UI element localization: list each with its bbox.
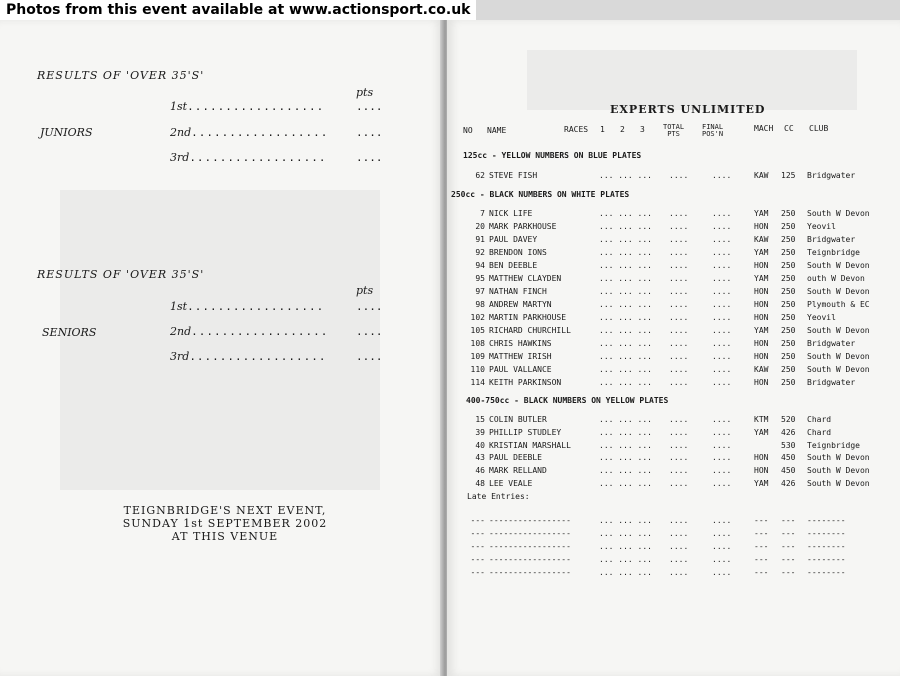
rider-mach: YAM [754, 479, 769, 488]
rider-cc: 250 [781, 365, 796, 374]
rider-cc: --- [781, 529, 796, 538]
juniors-pts-2: .... [356, 126, 383, 139]
rider-name: NICK LIFE [489, 209, 533, 218]
rider-total: .... [669, 529, 689, 538]
rider-cc: --- [781, 516, 796, 525]
rider-pos: .... [712, 453, 732, 463]
rider-pos: .... [712, 466, 732, 476]
rider-cc: 520 [781, 415, 796, 424]
rider-club: South W Devon [807, 326, 870, 335]
rider-name: LEE VEALE [489, 479, 533, 488]
rider-pos: .... [712, 529, 732, 538]
rider-pos: .... [712, 516, 732, 525]
next-event-line: SUNDAY 1st SEPTEMBER 2002 [122, 517, 328, 530]
col-total-line: PTS [667, 130, 680, 138]
rider-pos: .... [712, 313, 732, 322]
rider-name: MATTHEW CLAYDEN [489, 274, 562, 283]
rider-club: South W Devon [807, 287, 870, 296]
rider-cc: 250 [781, 274, 796, 283]
rider-races: ... ... ... [599, 453, 652, 463]
rider-name: NATHAN FINCH [489, 287, 547, 296]
rider-mach: HON [754, 300, 769, 309]
rider-cc: 450 [781, 466, 796, 476]
rider-no: 15 [475, 415, 485, 424]
rider-club: -------- [807, 542, 846, 551]
rider-club: -------- [807, 529, 846, 538]
rider-mach: YAM [754, 209, 769, 218]
rider-pos: .... [712, 479, 732, 488]
rider-pos: .... [712, 274, 732, 283]
rider-club: South W Devon [807, 466, 870, 476]
rider-total: .... [669, 479, 689, 488]
rider-club: Chard [807, 415, 832, 424]
rider-total: .... [669, 235, 689, 244]
rider-pos: .... [712, 542, 732, 551]
rider-pos: .... [712, 365, 732, 374]
col-race-1: 1 [600, 125, 605, 134]
juniors-place-1 [170, 100, 324, 113]
rider-name: CHRIS HAWKINS [489, 339, 552, 348]
rider-races: ... ... ... [599, 555, 652, 564]
right-page [447, 20, 900, 676]
rider-club: Teignbridge [807, 248, 860, 257]
rider-cc: --- [781, 542, 796, 551]
rider-mach: HON [754, 339, 769, 348]
rider-name: ANDREW MARTYN [489, 300, 552, 309]
juniors-place-3 [170, 151, 327, 164]
rider-total: .... [669, 274, 689, 283]
class-title-400-750: 400-750cc - BLACK NUMBERS ON YELLOW PLATES [466, 396, 669, 405]
place-dots: .................. [191, 325, 329, 338]
rider-mach: KAW [754, 235, 769, 244]
rider-total: .... [669, 516, 689, 525]
rider-total: .... [669, 313, 689, 322]
next-event-line: TEIGNBRIDGE'S NEXT EVENT, [123, 504, 327, 517]
rider-no: 43 [475, 453, 485, 463]
rider-pos: .... [712, 415, 732, 424]
col-total-pts [663, 124, 684, 138]
rider-club: Bridgwater [807, 235, 856, 244]
rider-total: .... [669, 415, 689, 424]
rider-cc: 250 [781, 209, 796, 218]
rider-no: 102 [470, 313, 485, 322]
rider-club: Teignbridge [807, 440, 860, 450]
rider-name: KEITH PARKINSON [489, 378, 562, 387]
rider-pos: .... [712, 171, 732, 180]
rider-cc: 250 [781, 287, 796, 296]
rider-name: ----------------- [489, 542, 571, 551]
late-entries-label: Late Entries: [467, 492, 530, 501]
rider-pos: .... [712, 222, 732, 231]
rider-total: .... [669, 466, 689, 476]
rider-no: --- [470, 529, 485, 538]
rider-races: ... ... ... [599, 171, 652, 180]
rider-races: ... ... ... [599, 261, 652, 270]
place-dots: .................. [189, 350, 327, 363]
rider-no: 48 [475, 479, 485, 488]
rider-club: South W Devon [807, 479, 870, 488]
rider-pos: .... [712, 555, 732, 564]
rider-mach: HON [754, 378, 769, 387]
rider-club: South W Devon [807, 209, 870, 218]
rider-total: .... [669, 542, 689, 551]
rider-cc: 450 [781, 453, 796, 463]
rider-mach: YAM [754, 248, 769, 257]
rider-no: 110 [470, 365, 485, 374]
rider-name: ----------------- [489, 529, 571, 538]
rider-mach: HON [754, 453, 769, 463]
rider-name: STEVE FISH [489, 171, 538, 180]
rider-races: ... ... ... [599, 313, 652, 322]
rider-name: RICHARD CHURCHILL [489, 326, 571, 335]
results-title-juniors: RESULTS OF 'OVER 35'S' [37, 69, 205, 82]
rider-pos: .... [712, 235, 732, 244]
rider-pos: .... [712, 326, 732, 335]
rider-name: ----------------- [489, 555, 571, 564]
rider-name: BRENDON IONS [489, 248, 547, 257]
place-label: 1st [170, 300, 188, 313]
rider-mach: YAM [754, 326, 769, 335]
rider-club: Bridgwater [807, 171, 856, 180]
rider-pos: .... [712, 440, 732, 450]
rider-total: .... [669, 287, 689, 296]
rider-cc: 250 [781, 222, 796, 231]
rider-cc: 250 [781, 261, 796, 270]
rider-club: -------- [807, 516, 846, 525]
entry-list-title: EXPERTS UNLIMITED [610, 103, 766, 116]
rider-cc: 426 [781, 479, 796, 488]
rider-cc: 250 [781, 248, 796, 257]
rider-races: ... ... ... [599, 466, 652, 476]
rider-cc: --- [781, 555, 796, 564]
rider-mach: KAW [754, 171, 769, 180]
show-through [527, 50, 857, 110]
rider-mach: HON [754, 313, 769, 322]
class-title-250: 250cc - BLACK NUMBERS ON WHITE PLATES [451, 190, 630, 199]
rider-pos: .... [712, 352, 732, 361]
rider-name: PAUL VALLANCE [489, 365, 552, 374]
rider-races: ... ... ... [599, 209, 652, 218]
rider-club: Bridgwater [807, 339, 856, 348]
place-dots: .................. [189, 151, 327, 164]
place-dots: .................. [187, 300, 325, 313]
place-label: 3rd [170, 350, 190, 363]
rider-club: Yeovil [807, 222, 836, 231]
category-juniors: JUNIORS [40, 126, 93, 139]
rider-races: ... ... ... [599, 222, 652, 231]
seniors-pts-3: .... [356, 350, 383, 363]
rider-club: -------- [807, 568, 846, 577]
rider-no: --- [470, 516, 485, 525]
rider-total: .... [669, 339, 689, 348]
rider-total: .... [669, 365, 689, 374]
rider-no: --- [470, 555, 485, 564]
rider-races: ... ... ... [599, 516, 652, 525]
rider-club: Chard [807, 427, 832, 437]
col-no: NO [463, 126, 473, 135]
col-mach: MACH [754, 124, 774, 133]
place-label: 2nd [170, 325, 192, 338]
rider-total: .... [669, 261, 689, 270]
rider-no: 94 [475, 261, 485, 270]
rider-club: South W Devon [807, 261, 870, 270]
rider-no: --- [470, 568, 485, 577]
rider-races: ... ... ... [599, 479, 652, 488]
col-races: RACES [564, 125, 589, 134]
col-final-pos [702, 124, 723, 138]
rider-pos: .... [712, 261, 732, 270]
rider-races: ... ... ... [599, 568, 652, 577]
rider-pos: .... [712, 427, 732, 437]
rider-cc: 250 [781, 352, 796, 361]
next-event-line: AT THIS VENUE [171, 530, 279, 543]
class-title-125: 125cc - YELLOW NUMBERS ON BLUE PLATES [463, 151, 642, 160]
rider-races: ... ... ... [599, 542, 652, 551]
rider-total: .... [669, 453, 689, 463]
rider-cc: 530 [781, 440, 796, 450]
show-through [60, 190, 380, 490]
next-event-notice [110, 504, 340, 543]
rider-total: .... [669, 352, 689, 361]
rider-no: 91 [475, 235, 485, 244]
col-club: CLUB [809, 124, 829, 133]
rider-pos: .... [712, 209, 732, 218]
rider-club: Bridgwater [807, 378, 856, 387]
rider-total: .... [669, 326, 689, 335]
col-total-line: TOTAL [663, 123, 685, 131]
col-cc: CC [784, 124, 794, 133]
rider-no: 98 [475, 300, 485, 309]
place-label: 3rd [170, 151, 190, 164]
rider-races: ... ... ... [599, 300, 652, 309]
rider-club: -------- [807, 555, 846, 564]
col-race-2: 2 [620, 125, 625, 134]
rider-cc: 250 [781, 313, 796, 322]
rider-races: ... ... ... [599, 440, 652, 450]
rider-club: Yeovil [807, 313, 836, 322]
rider-name: MARTIN PARKHOUSE [489, 313, 567, 322]
juniors-pts-3: .... [356, 151, 383, 164]
rider-mach: YAM [754, 274, 769, 283]
rider-no: 39 [475, 427, 485, 437]
rider-name: ----------------- [489, 516, 571, 525]
rider-club: outh W Devon [807, 274, 865, 283]
pts-label-juniors: pts [356, 86, 374, 99]
rider-total: .... [669, 222, 689, 231]
rider-no: 95 [475, 274, 485, 283]
rider-total: .... [669, 209, 689, 218]
rider-no: 108 [470, 339, 485, 348]
rider-mach: --- [754, 542, 769, 551]
rider-no: 62 [475, 171, 485, 180]
rider-club: South W Devon [807, 453, 870, 463]
rider-cc: 250 [781, 235, 796, 244]
rider-name: MATTHEW IRISH [489, 352, 552, 361]
rider-mach: HON [754, 466, 769, 476]
rider-total: .... [669, 378, 689, 387]
rider-total: .... [669, 300, 689, 309]
place-dots: .................. [187, 100, 325, 113]
rider-cc: 250 [781, 378, 796, 387]
rider-no: 46 [475, 466, 485, 476]
rider-no: 92 [475, 248, 485, 257]
rider-name: COLIN BUTLER [489, 415, 547, 424]
rider-no: 7 [480, 209, 485, 218]
rider-races: ... ... ... [599, 274, 652, 283]
rider-mach: KTM [754, 415, 769, 424]
rider-races: ... ... ... [599, 529, 652, 538]
rider-races: ... ... ... [599, 326, 652, 335]
seniors-place-1 [170, 300, 324, 313]
seniors-pts-2: .... [356, 325, 383, 338]
rider-total: .... [669, 171, 689, 180]
rider-name: PAUL DEEBLE [489, 453, 542, 463]
rider-name: MARK PARKHOUSE [489, 222, 557, 231]
rider-no: 105 [470, 326, 485, 335]
rider-races: ... ... ... [599, 415, 652, 424]
category-seniors: SENIORS [42, 326, 97, 339]
rider-no: --- [470, 542, 485, 551]
rider-mach: --- [754, 568, 769, 577]
rider-pos: .... [712, 568, 732, 577]
rider-cc: 125 [781, 171, 796, 180]
rider-mach: HON [754, 261, 769, 270]
rider-total: .... [669, 440, 689, 450]
rider-total: .... [669, 555, 689, 564]
rider-races: ... ... ... [599, 339, 652, 348]
left-page [0, 20, 443, 676]
rider-no: 20 [475, 222, 485, 231]
pts-label-seniors: pts [356, 284, 374, 297]
rider-name: PAUL DAVEY [489, 235, 538, 244]
rider-races: ... ... ... [599, 352, 652, 361]
rider-mach: --- [754, 529, 769, 538]
place-label: 1st [170, 100, 188, 113]
rider-name: PHILLIP STUDLEY [489, 427, 562, 437]
rider-races: ... ... ... [599, 427, 652, 437]
rider-cc: 250 [781, 326, 796, 335]
rider-no: 109 [470, 352, 485, 361]
rider-name: MARK RELLAND [489, 466, 547, 476]
rider-no: 40 [475, 440, 485, 450]
rider-cc: 426 [781, 427, 796, 437]
rider-pos: .... [712, 300, 732, 309]
rider-mach: --- [754, 555, 769, 564]
rider-club: South W Devon [807, 352, 870, 361]
rider-name: BEN DEEBLE [489, 261, 538, 270]
rider-total: .... [669, 568, 689, 577]
rider-mach: HON [754, 287, 769, 296]
rider-races: ... ... ... [599, 287, 652, 296]
rider-no: 114 [470, 378, 485, 387]
rider-pos: .... [712, 248, 732, 257]
place-dots: .................. [191, 126, 329, 139]
rider-mach: YAM [754, 427, 769, 437]
rider-races: ... ... ... [599, 235, 652, 244]
rider-races: ... ... ... [599, 248, 652, 257]
rider-cc: 250 [781, 300, 796, 309]
rider-club: South W Devon [807, 365, 870, 374]
rider-mach: HON [754, 222, 769, 231]
rider-races: ... ... ... [599, 378, 652, 387]
results-title-seniors: RESULTS OF 'OVER 35'S' [37, 268, 205, 281]
col-final-line: FINAL [702, 123, 724, 131]
rider-cc: --- [781, 568, 796, 577]
rider-name: KRISTIAN MARSHALL [489, 440, 571, 450]
col-race-3: 3 [640, 125, 645, 134]
rider-mach: HON [754, 352, 769, 361]
seniors-pts-1: .... [356, 300, 383, 313]
col-final-line: POS'N [702, 130, 724, 138]
rider-mach: KAW [754, 365, 769, 374]
rider-pos: .... [712, 339, 732, 348]
photo-banner: Photos from this event available at www.actionsport.co.uk [0, 0, 476, 20]
col-name: NAME [487, 126, 507, 135]
rider-races: ... ... ... [599, 365, 652, 374]
rider-total: .... [669, 427, 689, 437]
place-label: 2nd [170, 126, 192, 139]
rider-mach: --- [754, 516, 769, 525]
rider-pos: .... [712, 287, 732, 296]
rider-club: Plymouth & EC [807, 300, 870, 309]
rider-pos: .... [712, 378, 732, 387]
seniors-place-2 [170, 325, 328, 338]
rider-name: ----------------- [489, 568, 571, 577]
rider-no: 97 [475, 287, 485, 296]
seniors-place-3 [170, 350, 327, 363]
juniors-place-2 [170, 126, 328, 139]
rider-total: .... [669, 248, 689, 257]
rider-cc: 250 [781, 339, 796, 348]
juniors-pts-1: .... [356, 100, 383, 113]
